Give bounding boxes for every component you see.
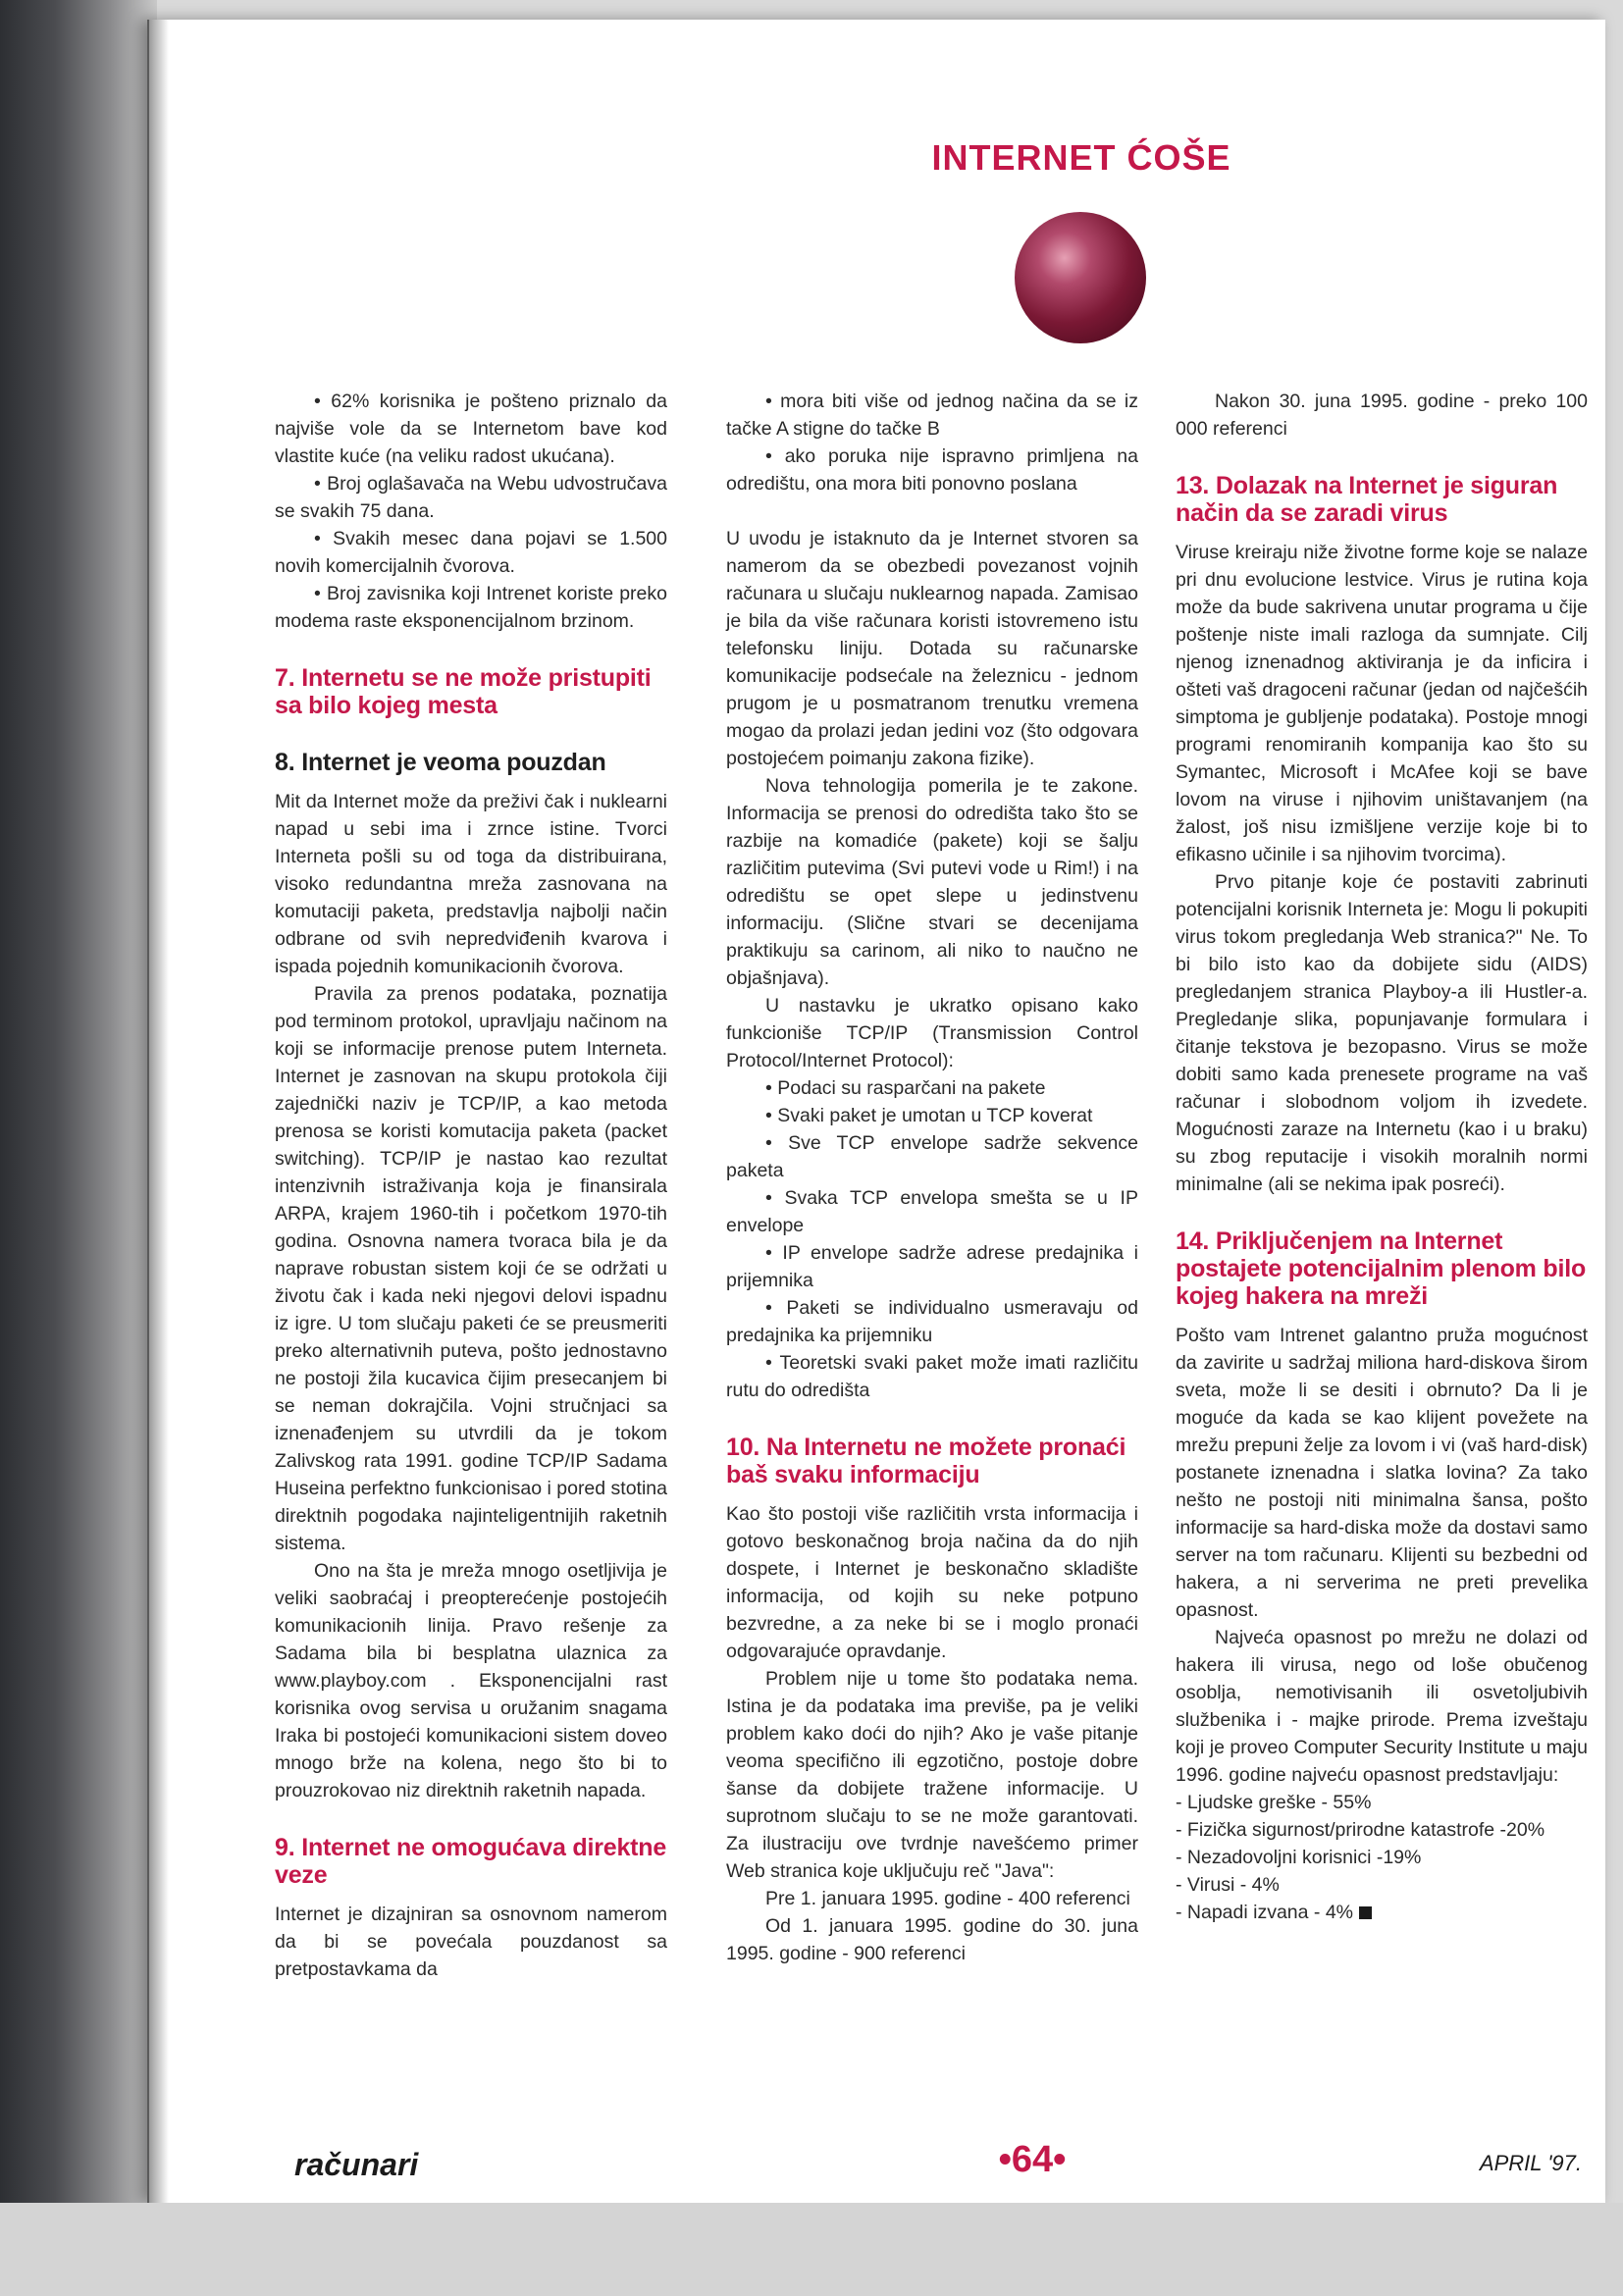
list-item: - Fizička sigurnost/prirodne katastrofe -20% bbox=[1176, 1819, 1545, 1841]
page-title: INTERNET ĆOŠE bbox=[931, 137, 1231, 178]
section-heading-14: 14. Priključenjem na Internet postajete potencijalnim plenom bilo kojeg hakera na mreži bbox=[1176, 1227, 1587, 1310]
stat-bullet: • Broj oglašavača na Webu udvostručava se svakih 75 dana. bbox=[275, 473, 667, 522]
paragraph: Prvo pitanje koje će postaviti zabrinuti potencijalni korisnik Interneta je: Mogu li pokupiti virus tokom pregledanja Web stranica?" Ne. To bi bilo isto kao da dobijete sidu (AIDS) pregledanjem stranica Playboy-a ili Hustler-a. Pregledanje slika, popunjavanje formulara i čitanje tekstova je bezopasno. Virus se može dobiti samo kada prenesete programe na vaš računar i slobodnom voljom ih izvedete. Mogućnosti zaraze na Internetu (kao i u braku) su zbog reputacije i visokih moralnih normi minimalne (ali se nekima ipak posreći). bbox=[1176, 871, 1588, 1195]
paragraph: U uvodu je istaknuto da je Internet stvoren sa namerom da se obezbedi povezanost vojnih računara u slučaju nuklearnog napada. Zamisao je bila da više računara koristi istovremeno istu telefonsku liniju. Dotada su računarske komunikacije podsećale na železnicu - jednom prugom je u posmatranom trenutku vremena mogao da prolazi jedan jedini voz (što odgovara postojećem poimanju zakona fizike). bbox=[726, 528, 1138, 769]
column-3 bbox=[1176, 388, 1588, 1926]
section-heading-9: 9. Internet ne omogućava direktne veze bbox=[275, 1834, 667, 1889]
paragraph: Problem nije u tome što podataka nema. Istina je da podataka ima previše, pa je veliki problem kako doći do njih? Ako je vaše pitanje veoma specifično ili egzotično, postoje dobre šanse da dobijete tražene informacije. U suprotnom slučaju to se ne može garantovati. Za ilustraciju ove tvrdnje navešćemo primer Web stranica koje uključuju reč "Java": bbox=[726, 1668, 1138, 1882]
section-heading-7: 7. Internetu se ne može pristupiti sa bilo kojeg mesta bbox=[275, 664, 652, 719]
stat-bullet: • Broj zavisnika koji Intrenet koriste preko modema raste eksponencijalnom brzinom. bbox=[275, 583, 667, 632]
paragraph: Mit da Internet može da preživi čak i nuklearni napad u sebi ima i zrnce istine. Tvorci Interneta pošli su od toga da distribuirana, visoko redundantna mreža zasnovana na komutaciji paketa, predstavlja najbolji način odbrane od svih nepredviđenih kvarova i ispada pojednih komunikacionih čvorova. bbox=[275, 791, 667, 977]
page-number: •64• bbox=[998, 2139, 1067, 2180]
paragraph: Ono na šta je mreža mnogo osetljivija je veliki saobraćaj i preopterećenje postojećih komunikacionih linija. Pravo rešenje za Sadama bila bi besplatna ulaznica za www.playboy.com . Eksponencijalni rast korisnika ovog servisa u oružanim snagama Iraka bi postojeći komunikacioni sistem doveo mnogo brže na kolena, nego što bi to prouzrokovao niz direktnih raketnih napada. bbox=[275, 1560, 667, 1801]
paragraph: Viruse kreiraju niže životne forme koje se nalaze pri dnu evolucione lestvice. Virus je rutina koja može da bude sakrivena unutar programa u čije poštenje niste imali razloga da sumnjate. Cilj njenog iznenadnog aktiviranja je da inficira i ošteti vaš dragoceni računar (jedan od najčešćih simptoma je gubljenje podataka). Postoje mnogi programi renomiranih kompanija kao što su Symantec, Microsoft i McAfee koji se bave lovom na viruse i njihovim uništavanjem (na žalost, još nisu izmišljene verzije koje bi to efikasno učinile i sa njihovim tvorcima). bbox=[1176, 542, 1588, 865]
paragraph: Pravila za prenos podataka, poznatija pod terminom protokol, upravljaju načinom na koji se informacije prenose putem Interneta. Internet je zasnovan na skupu protokola čiji zajednički naziv je TCP/IP, a kao metoda prenosa se koristi komutacija paketa (packet switching). TCP/IP je nastao kao rezultat intenzivnih istraživanja koja je finansirala ARPA, krajem 1960-tih i početkom 1970-tih godina. Osnovna namera tvoraca bila je da naprave robustan sistem koji će se održati u životu čak i kada neki njegovi delovi ispadnu iz igre. U tom slučaju paketi će se preusmeriti preko alternativnih puteva, pošto jednostavno ne postoji žila kucavica čijim presecanjem bi se neman dokrajčila. Vojni stručnjaci sa iznenađenjem su utvrdili da je tokom Zalivskog rata 1991. godine TCP/IP Sadama Huseina perfektno funkcionisao i pored stotina direktnih pogodaka najinteligentnijih raketnih sistema. bbox=[275, 983, 667, 1554]
stat-bullet: • Svakih mesec dana pojavi se 1.500 novih komercijalnih čvorova. bbox=[275, 528, 667, 577]
paragraph: Internet je dizajniran sa osnovnom namerom da bi se povećala pouzdanost sa pretpostavkama da bbox=[275, 1904, 667, 1980]
magazine-page bbox=[147, 20, 1605, 2203]
paragraph: Nova tehnologija pomerila je te zakone. Informacija se prenosi do odredišta tako što se razbije na komadiće (pakete) koji se šalju različitim putevima (Svi putevi vode u Rim!) i na odredištu se opet slepe u jedinstvenu informaciju. (Slične stvari se decenijama praktikuju sa carinom, ali niko to naučno ne objašnjava). bbox=[726, 775, 1138, 989]
paragraph: Pre 1. januara 1995. godine - 400 referenci bbox=[765, 1888, 1130, 1909]
scan-background bbox=[0, 0, 157, 2296]
page-binding bbox=[149, 20, 169, 2203]
list-item: - Virusi - 4% bbox=[1176, 1874, 1280, 1896]
column-1 bbox=[275, 388, 667, 1983]
scan-bottom-background bbox=[0, 2203, 1623, 2296]
list-item: - Nezadovoljni korisnici -19% bbox=[1176, 1847, 1422, 1868]
column-2 bbox=[726, 388, 1138, 1967]
list-bullet: • Svaki paket je umotan u TCP koverat bbox=[765, 1105, 1093, 1126]
section-heading-13: 13. Dolazak na Internet je siguran način da se zaradi virus bbox=[1176, 472, 1558, 527]
list-bullet: • mora biti više od jednog načina da se iz tačke A stigne do tačke B bbox=[726, 391, 1138, 440]
stat-bullet: • 62% korisnika je pošteno priznalo da najviše vole da se Internetom bave kod vlastite kuće (na veliku radost ukućana). bbox=[275, 391, 667, 467]
paragraph: Nakon 30. juna 1995. godine - preko 100 000 referenci bbox=[1176, 391, 1588, 440]
paragraph: Kao što postoji više različitih vrsta informacija i gotovo beskonačnog broja načina da do njih dospete, i Internet je beskonačno skladište informacija, od kojih su neke potpuno bezvredne, a za neke bi se i moglo pronaći odgovarajuće opravdanje. bbox=[726, 1503, 1138, 1662]
list-bullet: • Sve TCP envelope sadrže sekvence paketa bbox=[726, 1132, 1138, 1181]
end-square-icon bbox=[1359, 1906, 1372, 1919]
list-bullet: • ako poruka nije ispravno primljena na odredištu, ona mora biti ponovno poslana bbox=[726, 445, 1138, 495]
paragraph: Od 1. januara 1995. godine do 30. juna 1995. godine - 900 referenci bbox=[726, 1915, 1138, 1964]
paragraph: Pošto vam Intrenet galantno pruža mogućnost da zavirite u sadržaj miliona hard-diskova širom sveta, može li se desiti i obrnuto? Da li je moguće da kada se kao klijent povežete na mrežu prepuni želje za lovom i vi (vaš hard-disk) postanete iznenadna i slatka lovina? Za tako nešto ne postoji niti minimalna šansa, pošto informacije sa hard-diska može da dostavi samo server na tom računaru. Klijenti su bezbedni od hakera, a ni serverima ne preti prevelika opasnost. bbox=[1176, 1325, 1588, 1621]
list-item-last bbox=[1176, 1899, 1588, 1926]
list-item: - Ljudske greške - 55% bbox=[1176, 1792, 1372, 1813]
list-bullet: • Podaci su rasparčani na pakete bbox=[765, 1077, 1046, 1099]
list-item-text: - Napadi izvana - 4% bbox=[1176, 1902, 1354, 1923]
list-bullet: • Svaka TCP envelopa smešta se u IP envelope bbox=[726, 1187, 1138, 1236]
globe-icon bbox=[1015, 212, 1146, 343]
paragraph: Najveća opasnost po mrežu ne dolazi od hakera ili virusa, nego od loše obučenog osoblja, nemotivisanih ili osvetoljubivih službenika i - majke prirode. Prema izveštaju koji je proveo Computer Security Institute u maju 1996. godine najveću opasnost predstavljaju: bbox=[1176, 1627, 1588, 1786]
list-bullet: • Teoretski svaki paket može imati različitu rutu do odredišta bbox=[726, 1352, 1138, 1401]
section-heading-8: 8. Internet je veoma pouzdan bbox=[275, 749, 606, 776]
list-bullet: • Paketi se individualno usmeravaju od predajnika ka prijemniku bbox=[726, 1297, 1138, 1346]
magazine-logo: računari bbox=[294, 2147, 419, 2182]
paragraph: U nastavku je ukratko opisano kako funkcioniše TCP/IP (Transmission Control Protocol/Internet Protocol): bbox=[726, 995, 1138, 1071]
issue-date: APRIL '97. bbox=[1479, 2151, 1582, 2175]
list-bullet: • IP envelope sadrže adrese predajnika i prijemnika bbox=[726, 1242, 1138, 1291]
section-heading-10: 10. Na Internetu ne možete pronaći baš svaku informaciju bbox=[726, 1434, 1126, 1488]
